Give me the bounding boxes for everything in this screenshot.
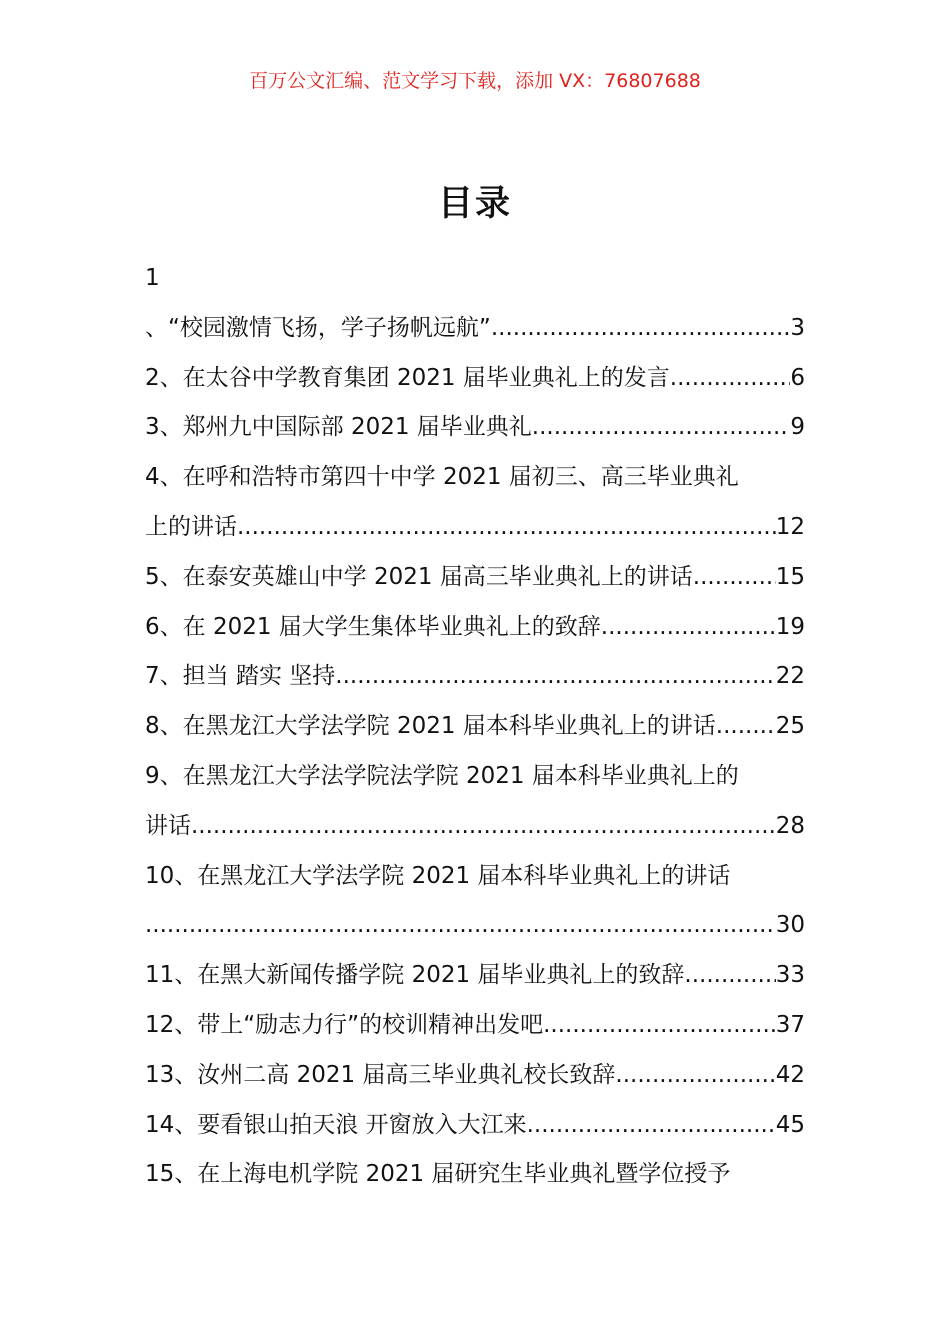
toc-entry[interactable] <box>145 354 805 404</box>
toc-entry-title: 14、要看银山拍天浪 开窗放入大江来 <box>145 1111 527 1138</box>
toc-page-number: 3 <box>790 314 805 341</box>
toc-entry-title: 11、在黑大新闻传播学院 2021 届毕业典礼上的致辞 <box>145 962 685 989</box>
toc-entry[interactable] <box>145 304 805 354</box>
dot-leader <box>191 802 776 852</box>
toc-entry[interactable] <box>145 403 805 453</box>
toc-page-number: 42 <box>775 1061 805 1088</box>
toc-entry-title: 6、在 2021 届大学生集体毕业典礼上的致辞 <box>145 613 601 640</box>
dot-leader <box>601 603 776 653</box>
toc-entry[interactable] <box>145 553 805 603</box>
toc-entry[interactable] <box>145 1101 805 1151</box>
dot-leader <box>491 304 791 354</box>
toc-page-number: 30 <box>775 912 805 939</box>
toc-entry-title: 10、在黑龙江大学法学院 2021 届本科毕业典礼上的讲话 <box>145 862 731 889</box>
toc-entry-continued[interactable] <box>145 901 805 951</box>
toc-page-number: 6 <box>790 364 805 391</box>
table-of-contents <box>145 254 805 1200</box>
toc-entry-title: 9、在黑龙江大学法学院法学院 2021 届本科毕业典礼上的 <box>145 762 739 789</box>
toc-entry[interactable] <box>145 254 805 304</box>
toc-entry-title: 5、在泰安英雄山中学 2021 届高三毕业典礼上的讲话 <box>145 563 693 590</box>
dot-leader <box>693 553 776 603</box>
toc-entry-title: 、“校园激情飞扬，学子扬帆远航” <box>145 314 491 341</box>
dot-leader <box>684 951 775 1001</box>
toc-entry-title: 4、在呼和浩特市第四十中学 2021 届初三、高三毕业典礼 <box>145 464 739 491</box>
dot-leader <box>532 403 791 453</box>
toc-page-number: 19 <box>775 613 805 640</box>
toc-entry-continued[interactable] <box>145 503 805 553</box>
toc-entry[interactable] <box>145 752 805 802</box>
toc-entry[interactable] <box>145 652 805 702</box>
toc-entry[interactable] <box>145 702 805 752</box>
toc-entry[interactable] <box>145 852 805 902</box>
toc-page-number: 25 <box>775 713 805 740</box>
toc-entry[interactable] <box>145 951 805 1001</box>
toc-entry-title: 7、担当 踏实 坚持 <box>145 663 336 690</box>
dot-leader <box>670 354 791 404</box>
toc-entry-continued[interactable] <box>145 802 805 852</box>
dot-leader <box>527 1101 776 1151</box>
dot-leader <box>237 503 776 553</box>
toc-entry-title: 13、汝州二高 2021 届高三毕业典礼校长致辞 <box>145 1061 616 1088</box>
dot-leader <box>716 702 776 752</box>
toc-entry[interactable] <box>145 1150 805 1200</box>
toc-entry-title-continued: 上的讲话 <box>145 513 237 540</box>
toc-page-number: 33 <box>775 962 805 989</box>
toc-entry[interactable] <box>145 453 805 503</box>
toc-entry-title: 15、在上海电机学院 2021 届研究生毕业典礼暨学位授予 <box>145 1161 731 1188</box>
toc-entry[interactable] <box>145 1001 805 1051</box>
dot-leader <box>543 1001 776 1051</box>
toc-page-number: 12 <box>775 513 805 540</box>
toc-entry-title: 12、带上“励志力行”的校训精神出发吧 <box>145 1011 544 1038</box>
dot-leader <box>335 652 775 702</box>
header-note: 百万公文汇编、范文学习下载，添加 VX：76807688 <box>249 70 701 92</box>
page-title: 目录 <box>437 184 512 224</box>
dot-leader <box>145 901 776 951</box>
toc-entry-title: 1 <box>145 265 160 291</box>
toc-page-number: 45 <box>775 1111 805 1138</box>
toc-entry-title: 3、郑州九中国际部 2021 届毕业典礼 <box>145 414 532 441</box>
toc-page-number: 22 <box>775 663 805 690</box>
toc-page-number: 28 <box>775 812 805 839</box>
toc-entry-title: 2、在太谷中学教育集团 2021 届毕业典礼上的发言 <box>145 364 670 391</box>
toc-entry[interactable] <box>145 1051 805 1101</box>
toc-page-number: 37 <box>775 1011 805 1038</box>
dot-leader <box>615 1051 775 1101</box>
toc-entry[interactable] <box>145 603 805 653</box>
toc-page-number: 15 <box>775 563 805 590</box>
toc-entry-title: 8、在黑龙江大学法学院 2021 届本科毕业典礼上的讲话 <box>145 713 716 740</box>
toc-page-number: 9 <box>790 414 805 441</box>
toc-entry-title-continued: 讲话 <box>145 812 191 839</box>
